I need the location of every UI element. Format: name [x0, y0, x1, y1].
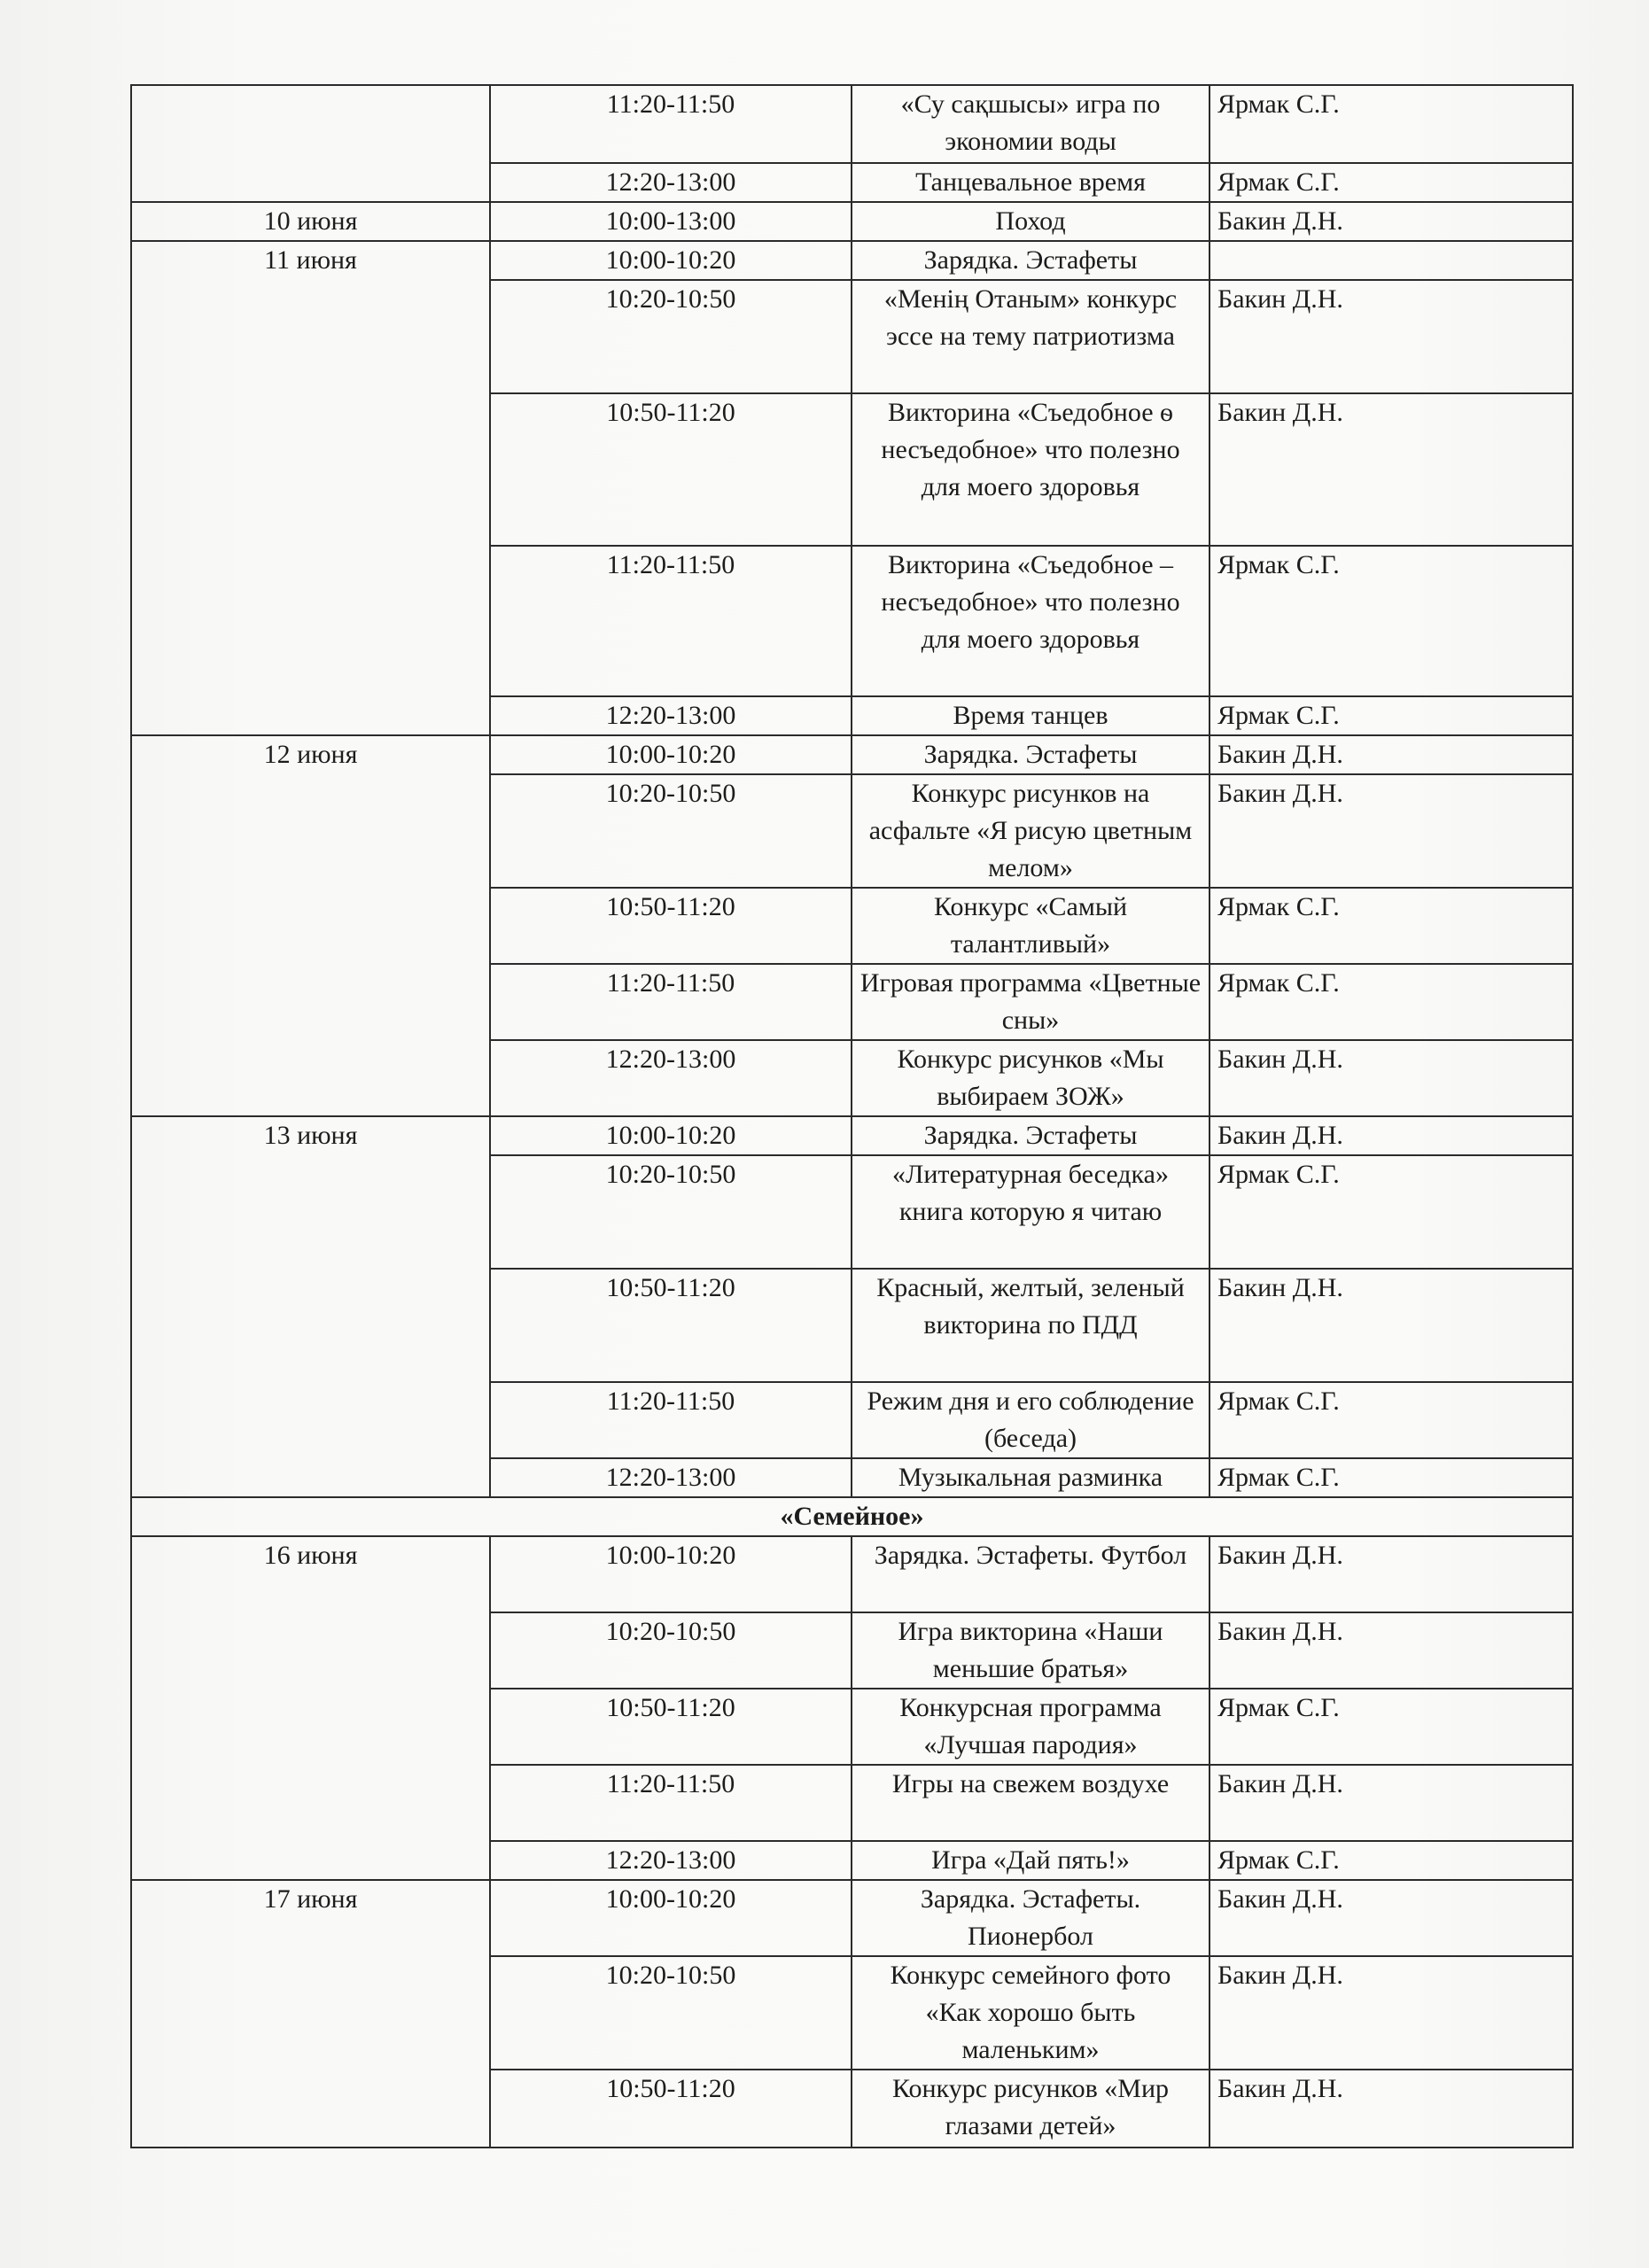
table-row	[131, 1880, 1573, 1956]
activity-cell: Зарядка. Эстафеты	[852, 241, 1210, 280]
responsible-cell: Бакин Д.Н.	[1210, 1880, 1573, 1956]
responsible-cell: Бакин Д.Н.	[1210, 1765, 1573, 1841]
table-row	[131, 202, 1573, 241]
responsible-cell: Ярмак С.Г.	[1210, 546, 1573, 696]
activity-cell: Зарядка. Эстафеты. Пионербол	[852, 1880, 1210, 1956]
time-cell: 10:20-10:50	[490, 1956, 852, 2070]
date-cell: 13 июня	[131, 1116, 490, 1497]
time-cell: 10:00-10:20	[490, 1880, 852, 1956]
activity-cell: Режим дня и его соблюдение (беседа)	[852, 1382, 1210, 1458]
responsible-cell: Бакин Д.Н.	[1210, 2070, 1573, 2148]
schedule-table	[130, 84, 1574, 2148]
activity-cell: Музыкальная разминка	[852, 1458, 1210, 1497]
table-row	[131, 735, 1573, 774]
activity-cell: Танцевальное время	[852, 163, 1210, 202]
time-cell: 10:20-10:50	[490, 774, 852, 888]
responsible-cell: Бакин Д.Н.	[1210, 735, 1573, 774]
responsible-cell: Бакин Д.Н.	[1210, 280, 1573, 393]
time-cell: 11:20-11:50	[490, 546, 852, 696]
section-row	[131, 1497, 1573, 1536]
time-cell: 10:50-11:20	[490, 2070, 852, 2148]
activity-cell: Зарядка. Эстафеты	[852, 735, 1210, 774]
time-cell: 10:50-11:20	[490, 393, 852, 546]
time-cell: 11:20-11:50	[490, 964, 852, 1040]
activity-cell: Игровая программа «Цветные сны»	[852, 964, 1210, 1040]
time-cell: 10:20-10:50	[490, 1612, 852, 1689]
date-cell: 12 июня	[131, 735, 490, 1116]
date-cell: 16 июня	[131, 1536, 490, 1880]
date-cell	[131, 85, 490, 202]
responsible-cell: Ярмак С.Г.	[1210, 1382, 1573, 1458]
time-cell: 10:50-11:20	[490, 1689, 852, 1765]
activity-cell: Конкурс «Самый талантливый»	[852, 888, 1210, 964]
time-cell: 10:20-10:50	[490, 1155, 852, 1269]
responsible-cell: Ярмак С.Г.	[1210, 163, 1573, 202]
table-row	[131, 1536, 1573, 1612]
table-row	[131, 85, 1573, 163]
activity-cell: Конкурс рисунков «Мы выбираем ЗОЖ»	[852, 1040, 1210, 1116]
time-cell: 12:20-13:00	[490, 163, 852, 202]
activity-cell: Викторина «Съедобное ѳ несъедобное» что полезно для моего здоровья	[852, 393, 1210, 546]
responsible-cell: Бакин Д.Н.	[1210, 393, 1573, 546]
responsible-cell: Бакин Д.Н.	[1210, 202, 1573, 241]
activity-cell: «Менің Отаным» конкурс эссе на тему патриотизма	[852, 280, 1210, 393]
activity-cell: Конкурс семейного фото «Как хорошо быть маленьким»	[852, 1956, 1210, 2070]
date-cell: 11 июня	[131, 241, 490, 735]
time-cell: 10:00-10:20	[490, 241, 852, 280]
responsible-cell: Ярмак С.Г.	[1210, 1155, 1573, 1269]
responsible-cell: Ярмак С.Г.	[1210, 1458, 1573, 1497]
time-cell: 12:20-13:00	[490, 696, 852, 735]
responsible-cell: Бакин Д.Н.	[1210, 1612, 1573, 1689]
responsible-cell: Ярмак С.Г.	[1210, 964, 1573, 1040]
activity-cell: Игра «Дай пять!»	[852, 1841, 1210, 1880]
responsible-cell: Бакин Д.Н.	[1210, 1269, 1573, 1382]
time-cell: 10:00-13:00	[490, 202, 852, 241]
activity-cell: Зарядка. Эстафеты	[852, 1116, 1210, 1155]
activity-cell: Красный, желтый, зеленый викторина по ПДД	[852, 1269, 1210, 1382]
activity-cell: Викторина «Съедобное – несъедобное» что полезно для моего здоровья	[852, 546, 1210, 696]
activity-cell: Конкурс рисунков на асфальте «Я рисую цветным мелом»	[852, 774, 1210, 888]
time-cell: 11:20-11:50	[490, 1382, 852, 1458]
activity-cell: Игра викторина «Наши меньшие братья»	[852, 1612, 1210, 1689]
responsible-cell: Бакин Д.Н.	[1210, 1956, 1573, 2070]
time-cell: 10:00-10:20	[490, 1536, 852, 1612]
responsible-cell: Бакин Д.Н.	[1210, 1536, 1573, 1612]
responsible-cell: Ярмак С.Г.	[1210, 1841, 1573, 1880]
responsible-cell: Бакин Д.Н.	[1210, 774, 1573, 888]
responsible-cell: Ярмак С.Г.	[1210, 696, 1573, 735]
time-cell: 10:50-11:20	[490, 1269, 852, 1382]
responsible-cell: Бакин Д.Н.	[1210, 1116, 1573, 1155]
time-cell: 11:20-11:50	[490, 1765, 852, 1841]
activity-cell: Конкурс рисунков «Мир глазами детей»	[852, 2070, 1210, 2148]
activity-cell: Конкурсная программа «Лучшая пародия»	[852, 1689, 1210, 1765]
table-row	[131, 241, 1573, 280]
activity-cell: «Су сақшысы» игра по экономии воды	[852, 85, 1210, 163]
time-cell: 10:00-10:20	[490, 735, 852, 774]
responsible-cell: Ярмак С.Г.	[1210, 85, 1573, 163]
time-cell: 10:50-11:20	[490, 888, 852, 964]
activity-cell: Поход	[852, 202, 1210, 241]
responsible-cell	[1210, 241, 1573, 280]
time-cell: 10:00-10:20	[490, 1116, 852, 1155]
date-cell: 17 июня	[131, 1880, 490, 2148]
activity-cell: Зарядка. Эстафеты. Футбол	[852, 1536, 1210, 1612]
time-cell: 11:20-11:50	[490, 85, 852, 163]
section-title: «Семейное»	[131, 1497, 1573, 1536]
activity-cell: Игры на свежем воздухе	[852, 1765, 1210, 1841]
date-cell: 10 июня	[131, 202, 490, 241]
time-cell: 10:20-10:50	[490, 280, 852, 393]
responsible-cell: Ярмак С.Г.	[1210, 888, 1573, 964]
time-cell: 12:20-13:00	[490, 1841, 852, 1880]
table-row	[131, 1116, 1573, 1155]
time-cell: 12:20-13:00	[490, 1458, 852, 1497]
activity-cell: Время танцев	[852, 696, 1210, 735]
activity-cell: «Литературная беседка» книга которую я читаю	[852, 1155, 1210, 1269]
responsible-cell: Бакин Д.Н.	[1210, 1040, 1573, 1116]
time-cell: 12:20-13:00	[490, 1040, 852, 1116]
responsible-cell: Ярмак С.Г.	[1210, 1689, 1573, 1765]
